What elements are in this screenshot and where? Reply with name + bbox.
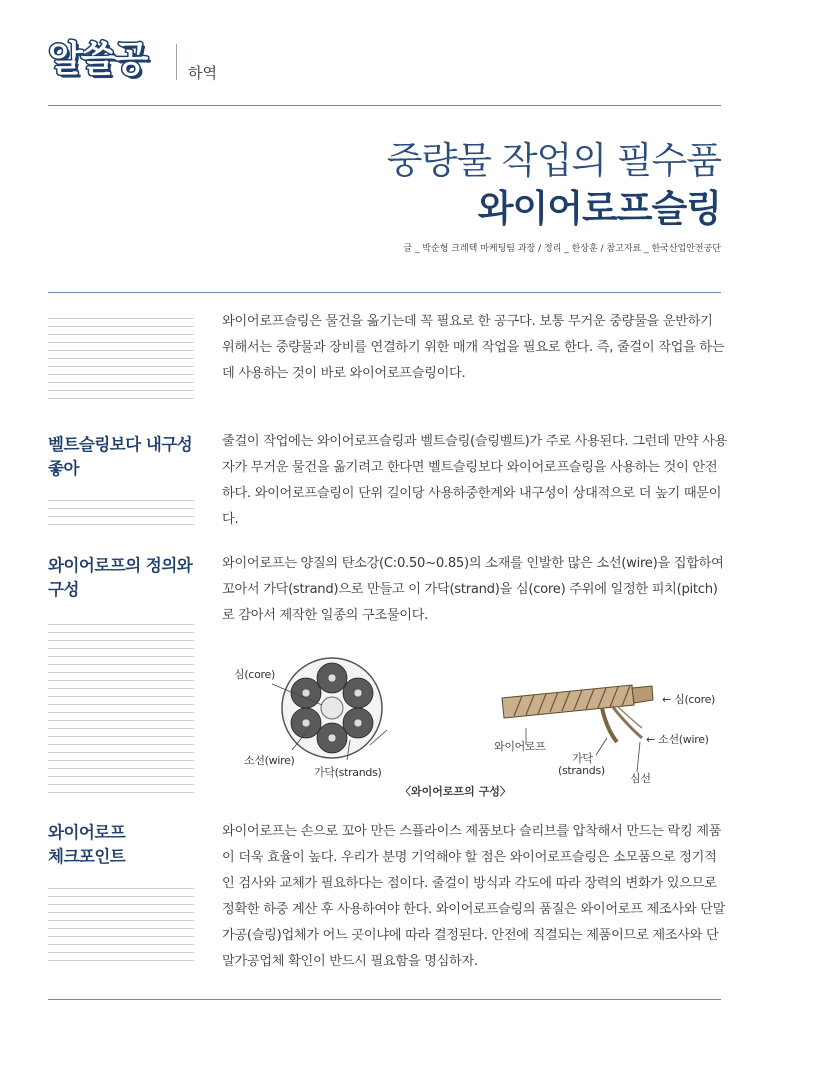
section-name: 하역	[188, 64, 217, 82]
title-rule	[48, 292, 721, 293]
label-center-wire: 심선	[630, 772, 651, 785]
section1-body: 줄걸이 작업에는 와이어로프슬링과 벨트슬링(슬링벨트)가 주로 사용된다. 그런데 만약 사용자가 무거운 물건을 옮기려고 한다면 벨트슬링보다 와이어로프슬링을 사용하는 것이 안전하다. 와이어로프슬링이 단위 길이당 사용하중한계와 내구성이 상대적으로 더 높기 때문이다.	[222, 434, 727, 527]
section3-heading	[48, 821, 198, 869]
section2-heading: 와이어로프의 정의와 구성	[48, 556, 193, 599]
header-divider	[176, 44, 177, 80]
wire-rope-figure	[222, 650, 722, 800]
cross-section-diagram	[272, 658, 387, 760]
section1-heading: 벨트슬링보다 내구성 좋아	[48, 435, 193, 478]
section3-heading-line1: 와이어로프	[48, 823, 126, 842]
section1-stripes	[48, 500, 194, 532]
label-wire-side: ← 소선(wire)	[646, 733, 709, 746]
label-core-cross: 심(core)	[234, 668, 275, 681]
title-line2: 와이어로프슬링	[477, 187, 721, 230]
section3-heading-line2: 체크포인트	[48, 847, 126, 866]
label-strand-side-2: (strands)	[558, 764, 605, 777]
label-strand-side-1: 가닥	[572, 752, 593, 765]
logo-text: 알쓸공	[48, 39, 147, 80]
intro-paragraph: 와이어로프슬링은 물건을 옮기는데 꼭 필요로 한 공구다. 보통 무거운 중량물을 운반하기 위해서는 중량물과 장비를 연결하기 위한 매개 작업을 필요로 한다. 즉, 줄걸이 작업을 하는데 사용하는 것이 바로 와이어로프슬링이다.	[222, 314, 725, 381]
credit-line: 글 _ 박순형 크레텍 마케팅팀 과장 / 정리 _ 한상훈 / 참고자료 _ 한국산업안전공단	[403, 244, 721, 254]
section2-stripes	[48, 624, 194, 800]
label-rope-side: 와이어로프	[494, 740, 546, 753]
section2-body: 와이어로프는 양질의 탄소강(C:0.50~0.85)의 소재를 인발한 많은 소선(wire)을 집합하여 꼬아서 가닥(strand)으로 만들고 이 가닥(strand)을 심(core) 주위에 일정한 피치(pitch)로 감아서 제작한 일종의 구조물이다.	[222, 556, 724, 623]
section3-stripes	[48, 888, 194, 968]
footer-rule	[48, 999, 721, 1000]
label-core-side: ← 심(core)	[662, 693, 716, 706]
label-wire-cross: 소선(wire)	[244, 754, 295, 767]
section3-body: 와이어로프는 손으로 꼬아 만든 스플라이스 제품보다 슬리브를 압착해서 만드는 락킹 제품이 더욱 효율이 높다. 우리가 분명 기억해야 할 점은 와이어로프슬링은 소모품으로 정기적인 검사와 교체가 필요하다는 점이다. 줄걸이 방식과 각도에 따라 장력의 변화가 있으므로 정확한 하중 계산 후 사용하여야 한다. 와이어로프슬링의 품질은 와이어로프 제조사와 단말가공(슬링)업체가 어느 곳이냐에 따라 결정된다. 안전에 직결되는 제품이므로 제조사와 단말가공업체 확인이 반드시 필요함을 명심하자.	[222, 824, 726, 969]
figure-caption: 〈와이어로프의 구성〉	[400, 785, 511, 798]
title-line1: 중량물 작업의 필수품	[386, 139, 721, 182]
intro-stripes	[48, 318, 194, 406]
magazine-logo	[48, 38, 168, 82]
label-strands-cross: 가닥(strands)	[314, 766, 382, 779]
header-rule	[48, 105, 721, 106]
